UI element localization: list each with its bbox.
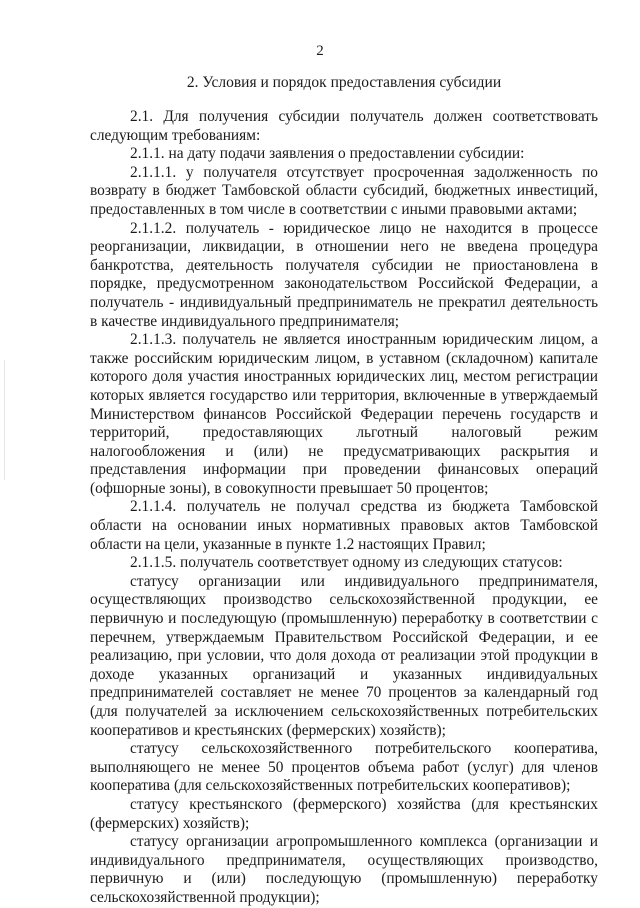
status-item-organization: статусу организации или индивидуального предпринимателя, осуществляющих производство сельскохозяйственной продукции, ее первичную и последующую (промышленную) переработку в соответствии с перечнем, утверждаемым Правительством Российской Федерации, и ее реализацию, при условии, что доля дохода от реализации этой продукции в доходе указанных организаций и указанных индивидуальных предпринимателей составляет не менее 70 процентов за календарный год (для получателей за исключением сельскохозяйственных потребительских кооперативов и крестьянских (фермерских) хозяйств); — [90, 572, 598, 739]
paragraph-2-1: 2.1. Для получения субсидии получатель должен соответствовать следующим требованиям: — [90, 108, 598, 144]
paragraph-2-1-1-3: 2.1.1.3. получатель не является иностранным юридическим лицом, а также российским юридическим лицом, в уставном (складочном) капитале которого доля участия иностранных юридических лиц, местом регистрации которых является государство или территория, включенные в утверждаемый Министерством финансов Российской Федерации перечень государств и территорий, предоставляющих льготный налоговый режим налогообложения и (или) не предусматривающих раскрытия и представления информации при проведении финансовых операций (офшорные зоны), в совокупности превышает 50 процентов; — [90, 331, 598, 497]
paragraph-2-1-1-4: 2.1.1.4. получатель не получал средства из бюджета Тамбовской области на основании иных нормативных правовых актов Тамбовской области на цели, указанные в пункте 1.2 настоящих Правил; — [90, 498, 598, 553]
paragraph-2-1-1: 2.1.1. на дату подачи заявления о предоставлении субсидии: — [130, 145, 525, 163]
paragraph-2-1-1-2: 2.1.1.2. получатель - юридическое лицо не находится в процессе реорганизации, ликвидации, в отношении него не введена процедура банкротства, деятельность получателя субсидии не приостановлена в порядке, предусмотренном законодательством Российской Федерации, а получатель - индивидуальный предприниматель не прекратил деятельность в качестве индивидуального предпринимателя; — [90, 219, 598, 330]
paragraph-2-1-1-5: 2.1.1.5. получатель соответствует одному из следующих статусов: — [130, 554, 563, 572]
body-text — [90, 108, 598, 908]
status-item-farm: статусу крестьянского (фермерского) хозяйства (для крестьянских (фермерских) хозяйств); — [90, 795, 598, 832]
status-item-cooperative: статусу сельскохозяйственного потребительского кооператива, выполняющего не менее 50 процентов объема работ (услуг) для членов кооператива (для сельскохозяйственных потребительских кооперативов); — [90, 740, 598, 795]
page-number: 2 — [316, 43, 324, 59]
scan-margin-mark — [4, 360, 5, 480]
paragraph-2-1-1-1: 2.1.1.1. у получателя отсутствует просроченная задолженность по возврату в бюджет Тамбовской области субсидий, бюджетных инвестиций, предоставленных в том числе в соответствии с иными правовыми актами; — [90, 163, 598, 218]
section-title: 2. Условия и порядок предоставления субсидии — [186, 74, 502, 91]
status-item-agroindustrial: статусу организации агропромышленного комплекса (организации и индивидуального предпринимателя, осуществляющих производство, первичную и (или) последующую (промышленную) переработку сельскохозяйственной продукции); — [90, 833, 598, 906]
